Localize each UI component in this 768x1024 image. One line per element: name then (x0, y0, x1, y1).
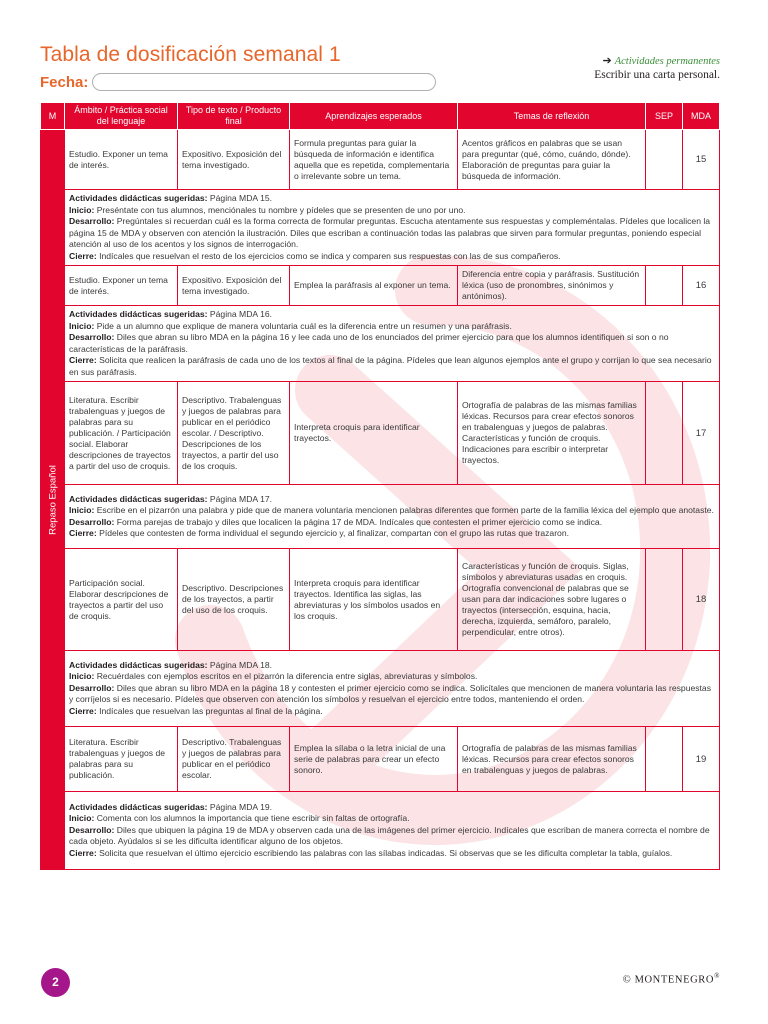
mda-cell: 18 (683, 549, 720, 651)
date-field[interactable] (92, 73, 436, 91)
side-label-cell (41, 130, 65, 870)
table-row (41, 266, 720, 306)
ambito-cell: Estudio. Exponer un tema de interés. (65, 130, 178, 190)
activities-cell: Actividades didácticas sugeridas: Página MDA 16. Inicio: Pide a un alumno que explique de manera voluntaria cuál es la diferencia entre un resumen y una paráfrasis. Desarrollo: Diles que abran su libro MDA en la página 16 y lee cada uno de los enunciados del primer ejercicio para que los alumnos identifiquen si son o no características de la paráfrasis. Cierre: Solicita que realicen la paráfrasis de cada uno de los textos al final de la página. Pídeles que lean algunos ejemplos ante el grupo y corrijan lo que sea necesario en sus paráfrasis. (65, 306, 720, 382)
permanent-activities (594, 54, 720, 81)
publisher-name: © MONTENEGRO (622, 974, 715, 986)
sep-cell (646, 382, 683, 485)
column-header-temas: Temas de reflexión (458, 103, 646, 130)
sep-cell (646, 130, 683, 190)
aprendizajes-cell: Formula preguntas para guiar la búsqueda de información e identifica aquella que es repetida, complementaria o irrelevante sobre un tema. (290, 130, 458, 190)
aprendizajes-cell: Emplea la sílaba o la letra inicial de una serie de palabras para crear un efecto sonoro. (290, 727, 458, 792)
tipo-cell: Descriptivo. Trabalenguas y juegos de palabras para publicar en el periódico escolar. (178, 727, 290, 792)
activities-row (41, 190, 720, 266)
activities-row (41, 651, 720, 727)
mda-cell: 16 (683, 266, 720, 306)
dosification-table (40, 102, 720, 870)
temas-cell: Ortografía de palabras de las mismas familias léxicas. Recursos para crear efectos sonoros en trabalenguas y juegos de palabras. Características y función de croquis. Indicaciones para escribir o interpretar trayectos. (458, 382, 646, 485)
sep-cell (646, 727, 683, 792)
publisher-credit (623, 972, 720, 986)
activities-cell: Actividades didácticas sugeridas: Página MDA 18. Inicio: Recuérdales con ejemplos escritos en el pizarrón la diferencia entre siglas, abreviaturas y símbolos. Desarrollo: Diles que abran su libro MDA en la página 18 y contesten el primer ejercicio como se indica. Solicítales que mencionen de manera voluntaria las respuestas y corríjelos si es necesario. Pídeles que observen con atención los símbolos y resuelvan el ejercicio entre todos, manteniendo el orden. Cierre: Indícales que resuelvan las preguntas al final de la página. (65, 651, 720, 727)
column-header-sep: SEP (646, 103, 683, 130)
column-header-tipo: Tipo de texto / Producto final (178, 103, 290, 130)
temas-cell: Acentos gráficos en palabras que se usan para preguntar (qué, cómo, cuándo, dónde). Elaboración de preguntas para guiar la búsqueda de información. (458, 130, 646, 190)
temas-cell: Diferencia entre copia y paráfrasis. Sustitución léxica (uso de pronombres, sinónimos y antónimos). (458, 266, 646, 306)
table-row (41, 727, 720, 792)
tipo-cell: Expositivo. Exposición del tema investigado. (178, 130, 290, 190)
side-label: Repaso Español (47, 464, 58, 535)
table-row (41, 549, 720, 651)
activities-cell: Actividades didácticas sugeridas: Página MDA 15. Inicio: Preséntate con tus alumnos, menciónales tu nombre y pídeles que se presenten de uno por uno. Desarrollo: Pregúntales si recuerdan cuál es la forma correcta de formular preguntas. Escucha atentamente sus respuestas y compleméntalas. Pídeles que localicen la página 15 de MDA y observen con atención la ilustración. Diles que escriban a continuación todas las palabras que sirven para formular preguntas, poniendo especial atención al uso de los acentos y los signos de interrogación. Cierre: Indícales que resuelvan el resto de los ejercicios como se indica y comparen sus respuestas con las de sus compañeros. (65, 190, 720, 266)
table-row (41, 130, 720, 190)
aprendizajes-cell: Interpreta croquis para identificar trayectos. Identifica las siglas, las abreviaturas y los símbolos usados en los croquis. (290, 549, 458, 651)
ambito-cell: Literatura. Escribir trabalenguas y juegos de palabras para su publicación. (65, 727, 178, 792)
aprendizajes-cell: Interpreta croquis para identificar trayectos. (290, 382, 458, 485)
ambito-cell: Literatura. Escribir trabalenguas y juegos de palabras para su publicación. / Participación social. Elaborar descripciones de trayectos a partir del uso de croquis. (65, 382, 178, 485)
temas-cell: Ortografía de palabras de las mismas familias léxicas. Recursos para crear efectos sonoros en trabalenguas y juegos de palabras. (458, 727, 646, 792)
registered-mark: ® (714, 972, 720, 980)
sep-cell (646, 266, 683, 306)
activities-row (41, 485, 720, 549)
tipo-cell: Descriptivo. Descripciones de los trayectos, a partir del uso de los croquis. (178, 549, 290, 651)
date-row (40, 73, 436, 91)
date-label: Fecha: (40, 73, 89, 91)
mda-cell: 19 (683, 727, 720, 792)
table-row (41, 382, 720, 485)
mda-cell: 17 (683, 382, 720, 485)
activities-cell: Actividades didácticas sugeridas: Página MDA 17. Inicio: Escribe en el pizarrón una palabra y pide que de manera voluntaria mencionen palabras diferentes que formen parte de la familia léxica del ejemplo que anotaste. Desarrollo: Forma parejas de trabajo y diles que localicen la página 17 de MDA. Indícales que contesten el primer ejercicio como se indica. Cierre: Pídeles que contesten de forma individual el segundo ejercicio y, al finalizar, compartan con el grupo las rutas que trazaron. (65, 485, 720, 549)
permanent-activities-text: Escribir una carta personal. (594, 69, 720, 81)
permanent-activities-label: Actividades permanentes (614, 56, 720, 67)
page-number-badge: 2 (41, 968, 70, 997)
column-header-m: M (41, 103, 65, 130)
permanent-activities-heading (594, 54, 720, 67)
column-header-ambito: Ámbito / Práctica social del lenguaje (65, 103, 178, 130)
column-header-mda: MDA (683, 103, 720, 130)
tipo-cell: Expositivo. Exposición del tema investigado. (178, 266, 290, 306)
ambito-cell: Estudio. Exponer un tema de interés. (65, 266, 178, 306)
ambito-cell: Participación social. Elaborar descripciones de trayectos a partir del uso de croquis. (65, 549, 178, 651)
sep-cell (646, 549, 683, 651)
column-header-aprendizajes: Aprendizajes esperados (290, 103, 458, 130)
mda-cell: 15 (683, 130, 720, 190)
temas-cell: Características y función de croquis. Siglas, símbolos y abreviaturas usadas en croquis. Ortografía convencional de palabras que se usan para dar indicaciones sobre lugares o trayectos (intersección, esquina, hacia, derecha, izquierda, semáforo, paralelo, perpendicular, entre otros). (458, 549, 646, 651)
table-header-row (41, 103, 720, 130)
aprendizajes-cell: Emplea la paráfrasis al exponer un tema. (290, 266, 458, 306)
activities-row (41, 306, 720, 382)
arrow-right-icon: ➔ (602, 55, 612, 67)
page-title: Tabla de dosificación semanal 1 (40, 43, 341, 66)
tipo-cell: Descriptivo. Trabalenguas y juegos de palabras para publicar en el periódico escolar. / Descriptivo. Descripciones de los trayectos, a partir del uso de los croquis. (178, 382, 290, 485)
activities-row (41, 792, 720, 870)
activities-cell: Actividades didácticas sugeridas: Página MDA 19. Inicio: Comenta con los alumnos la importancia que tiene escribir sin faltas de ortografía. Desarrollo: Diles que ubiquen la página 19 de MDA y observen cada una de las imágenes del primer ejercicio. Indícales que escriban de manera correcta el nombre de cada objeto. Ayúdalos si se les dificulta identificar alguno de los objetos. Cierre: Solicita que resuelvan el último ejercicio escribiendo las palabras con las sílabas indicadas. Si observas que se les dificulta completar la tabla, guíalos. (65, 792, 720, 870)
